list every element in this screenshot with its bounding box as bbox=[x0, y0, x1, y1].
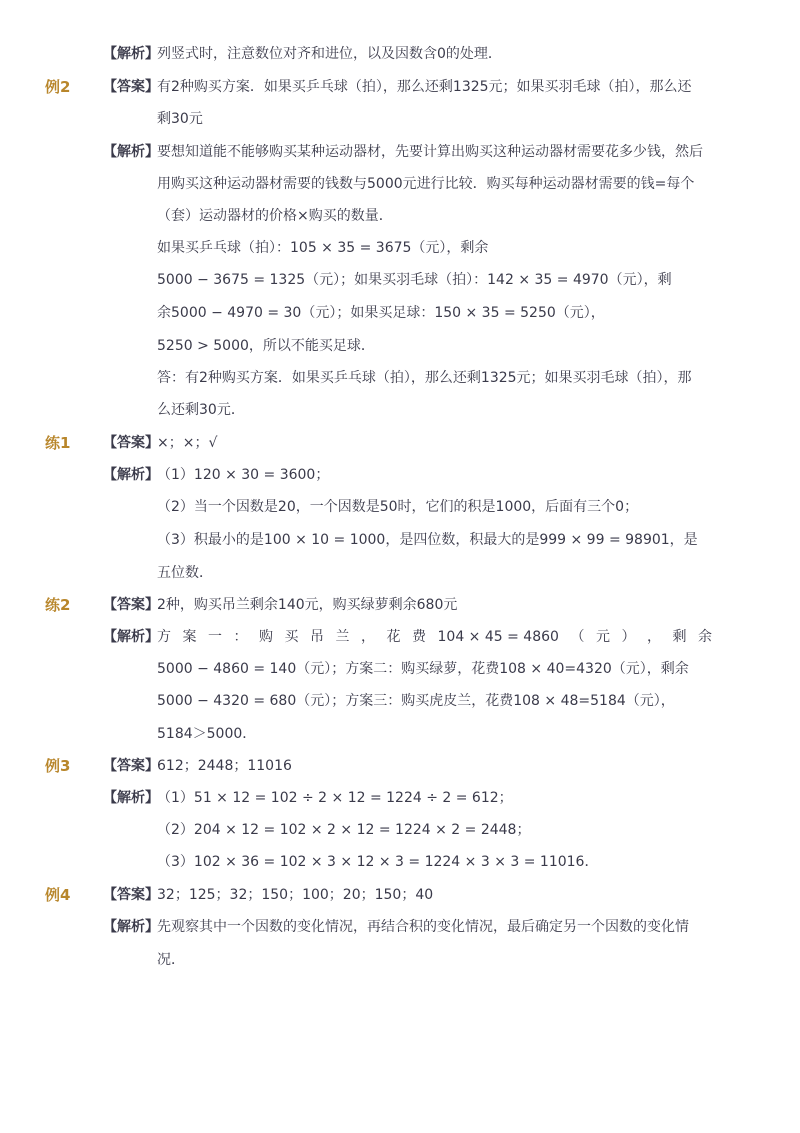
answer-label: 【答案】 bbox=[103, 887, 159, 903]
analysis-text: 况． bbox=[157, 952, 185, 968]
analysis-word: 一 bbox=[208, 629, 222, 645]
answer-text: 有2种购买方案．如果买乒乓球（拍），那么还剩1325元；如果买羽毛球（拍），那么还 bbox=[157, 79, 692, 95]
analysis-text: （2）204 × 12 = 102 × 2 × 12 = 1224 × 2 = 2448； bbox=[157, 822, 531, 838]
analysis-text: 余5000 − 4970 = 30（元）；如果买足球：150 × 35 = 5250（元）， bbox=[157, 305, 605, 321]
answer-text: 2种，购买吊兰剩余140元，购买绿萝剩余680元 bbox=[157, 597, 458, 613]
analysis-text: 5000 − 4320 = 680（元）；方案三：购买虎皮兰，花费108 × 48=5184（元）， bbox=[157, 693, 675, 709]
analysis-text: （3）102 × 36 = 102 × 3 × 12 × 3 = 1224 × 3 × 3 = 11016． bbox=[157, 854, 599, 870]
answer-text: 612；2448；11016 bbox=[157, 758, 292, 774]
answer-label: 【答案】 bbox=[103, 758, 159, 774]
analysis-text: （套）运动器材的价格×购买的数量． bbox=[157, 208, 393, 224]
analysis-text: 5184＞5000． bbox=[157, 726, 257, 742]
answer-label: 【答案】 bbox=[103, 597, 159, 613]
analysis-word: 元 bbox=[595, 629, 610, 645]
analysis-text: 5250 > 5000，所以不能买足球． bbox=[157, 338, 375, 354]
answer-text: 32；125；32；150；100；20；150；40 bbox=[157, 887, 434, 903]
analysis-text: 用购买这种运动器材需要的钱数与5000元进行比较．购买每种运动器材需要的钱=每个 bbox=[157, 176, 695, 192]
analysis-word: 费 bbox=[412, 629, 426, 645]
analysis-label: 【解析】 bbox=[103, 919, 159, 935]
answer-label: 【答案】 bbox=[103, 435, 159, 451]
analysis-word: 花 bbox=[386, 629, 401, 645]
analysis-text: 5000 − 4860 = 140（元）；方案二：购买绿萝，花费108 × 40=4320（元），剩余 bbox=[157, 661, 689, 677]
example-tag: 例4 bbox=[45, 886, 71, 904]
analysis-label: 【解析】 bbox=[103, 144, 159, 160]
analysis-label: 【解析】 bbox=[103, 467, 159, 483]
analysis-label: 【解析】 bbox=[103, 629, 159, 645]
analysis-text: 列竖式时，注意数位对齐和进位，以及因数含0的处理． bbox=[157, 46, 502, 62]
analysis-word: 购 bbox=[259, 629, 273, 645]
analysis-text: （1）120 × 30 = 3600； bbox=[157, 467, 330, 483]
example-tag: 例3 bbox=[45, 757, 71, 775]
analysis-word: 吊 bbox=[310, 629, 324, 645]
analysis-text: 要想知道能不能够购买某种运动器材，先要计算出购买这种运动器材需要花多少钱，然后 bbox=[157, 144, 703, 160]
analysis-text: （2）当一个因数是20，一个因数是50时，它们的积是1000，后面有三个0； bbox=[157, 499, 639, 515]
analysis-text: 先观察其中一个因数的变化情况，再结合积的变化情况，最后确定另一个因数的变化情 bbox=[157, 919, 689, 935]
practice-tag: 练1 bbox=[45, 434, 71, 452]
analysis-word: 方 bbox=[157, 629, 171, 645]
answer-text: 剩30元 bbox=[157, 111, 203, 127]
analysis-text: （1）51 × 12 = 102 ÷ 2 × 12 = 1224 ÷ 2 = 612； bbox=[157, 790, 513, 806]
analysis-text: 么还剩30元． bbox=[157, 402, 245, 418]
analysis-word: ： bbox=[233, 629, 248, 645]
analysis-label: 【解析】 bbox=[103, 790, 159, 806]
analysis-word: ， bbox=[361, 629, 375, 645]
example-tag: 例2 bbox=[45, 78, 71, 96]
analysis-text: （3）积最小的是100 × 10 = 1000，是四位数，积最大的是999 × 99 = 98901，是 bbox=[157, 532, 698, 548]
analysis-word: ） bbox=[621, 629, 636, 645]
analysis-text: 五位数． bbox=[157, 565, 213, 581]
analysis-formula: 104 × 45 = 4860 bbox=[437, 629, 559, 645]
analysis-word: 案 bbox=[182, 629, 197, 645]
analysis-word: ， bbox=[646, 629, 661, 645]
analysis-text: 如果买乒乓球（拍）：105 × 35 = 3675（元），剩余 bbox=[157, 240, 489, 256]
analysis-justified-line bbox=[157, 627, 712, 647]
analysis-word: 剩 bbox=[672, 629, 687, 645]
analysis-label: 【解析】 bbox=[103, 46, 159, 62]
answer-label: 【答案】 bbox=[103, 79, 159, 95]
analysis-word: （ bbox=[570, 629, 585, 645]
analysis-word: 兰 bbox=[335, 629, 350, 645]
analysis-text: 答：有2种购买方案．如果买乒乓球（拍），那么还剩1325元；如果买羽毛球（拍），那 bbox=[157, 370, 692, 386]
analysis-word: 买 bbox=[284, 629, 299, 645]
analysis-word: 余 bbox=[697, 629, 712, 645]
analysis-text: 5000 − 3675 = 1325（元）；如果买羽毛球（拍）：142 × 35 = 4970（元），剩 bbox=[157, 272, 672, 288]
answer-text: ×；×；√ bbox=[157, 435, 218, 451]
practice-tag: 练2 bbox=[45, 596, 71, 614]
